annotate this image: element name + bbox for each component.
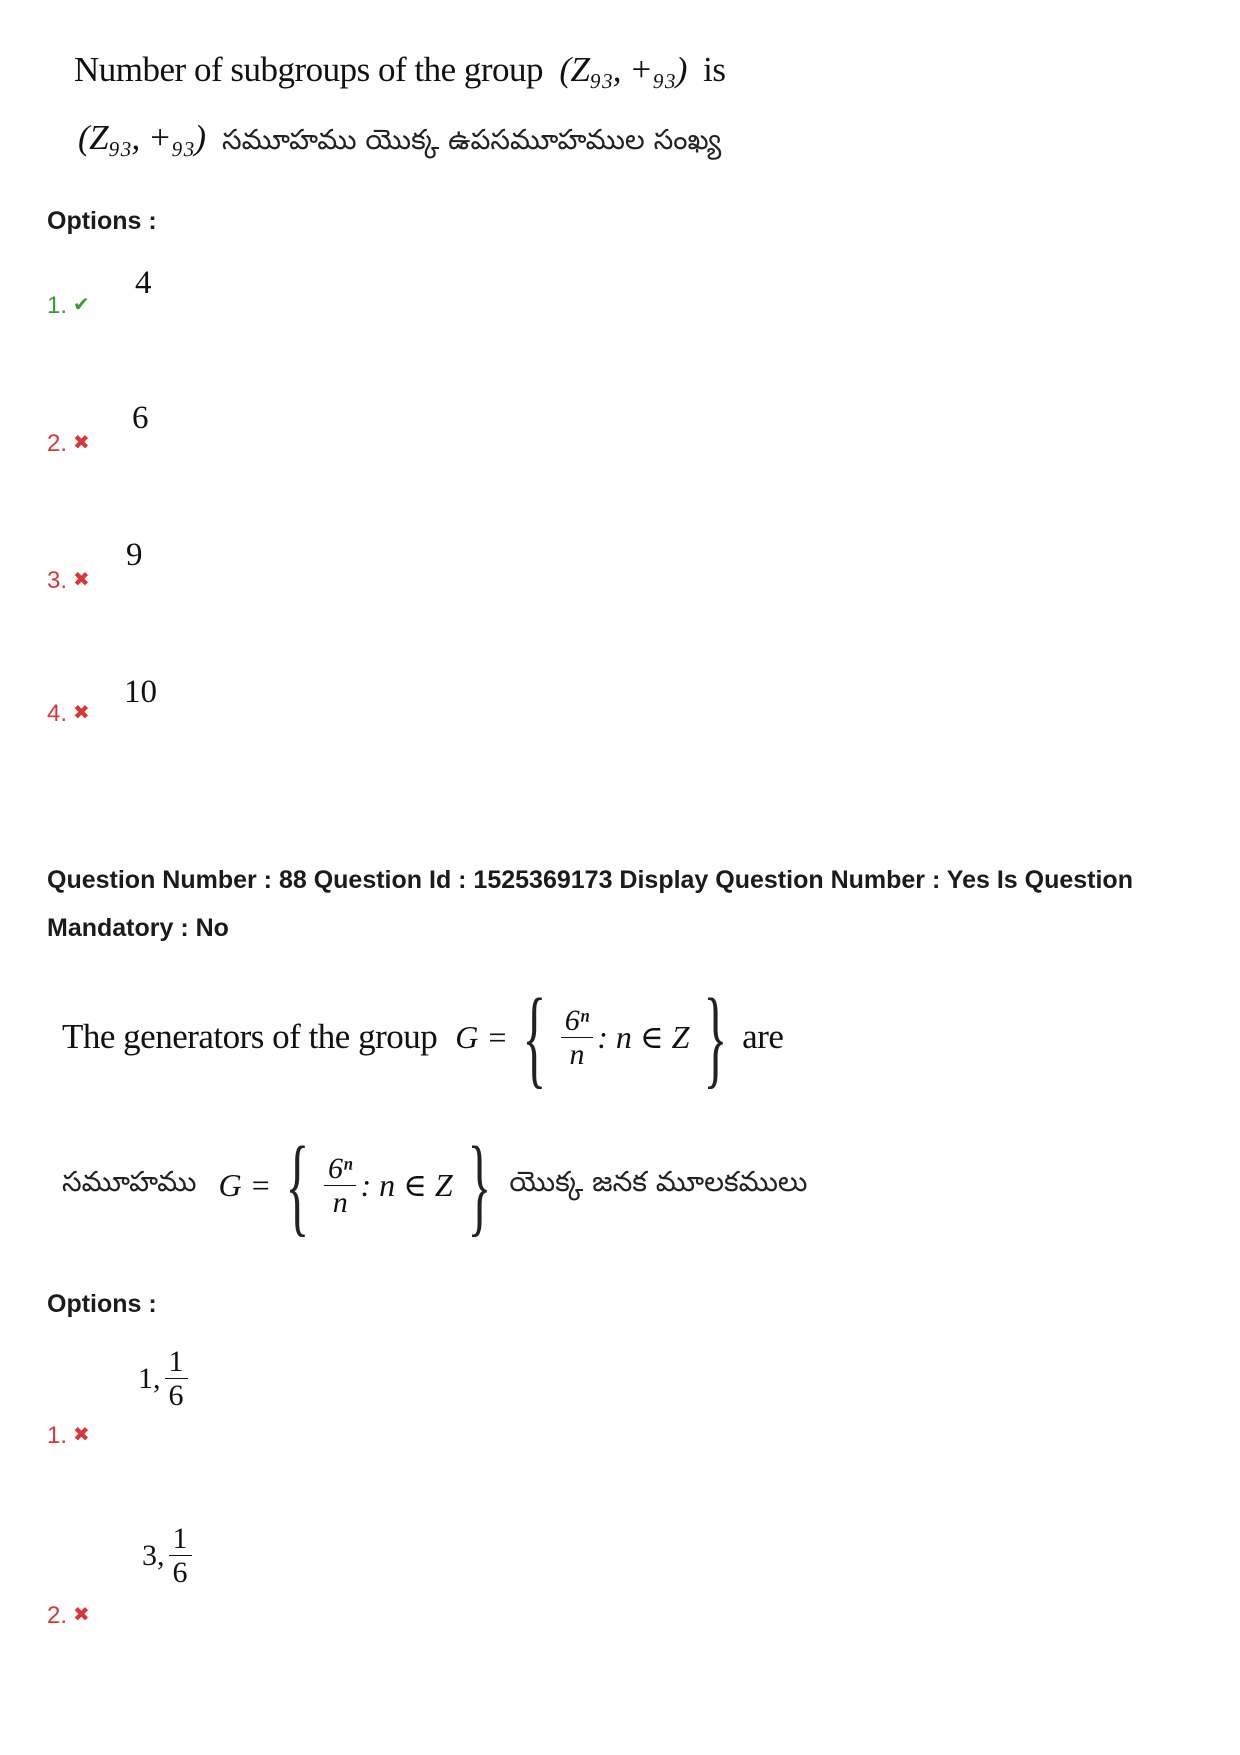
option-fraction [165,1345,188,1412]
q87-option-1[interactable] [47,292,90,320]
option-number: 1. [47,1422,68,1449]
q87-stem-english [74,50,726,90]
fraction-numerator: 1 [165,1345,188,1379]
option-fraction [169,1522,192,1589]
q87-stem-suffix: is [703,50,726,89]
q88-math-fraction [561,1004,593,1071]
q87-option-2-value: 6 [132,400,149,436]
q88-math-condition: : n ∈ Z [597,1019,690,1055]
q88-te-math-condition: : n ∈ Z [360,1167,453,1203]
q87-stem-telugu [78,118,721,163]
q88-meta-line1: Question Number : 88 Question Id : 1525369173 Display Question Number : Yes Is Question [47,866,1133,894]
right-brace: } [467,1124,491,1246]
q87-options-label: Options : [47,207,157,235]
fraction-numerator: 6ⁿ [324,1152,356,1186]
q87-option-3[interactable] [47,567,90,595]
fraction-numerator: 1 [169,1522,192,1556]
fraction-denominator: n [569,1037,585,1071]
q88-te-math-fraction [324,1152,356,1219]
option-lead: 3, [142,1538,165,1572]
q88-stem-english [62,976,784,1098]
q88-stem-suffix: are [742,1017,784,1056]
option-number: 3. [47,567,68,594]
q88-te-math-lhs: G = [218,1166,272,1203]
q87-stem-math: (Z₉₃, +₉₃) [559,50,687,89]
q88-meta-line2: Mandatory : No [47,914,229,942]
check-icon: ✔ [73,294,90,316]
fraction-denominator: 6 [172,1556,188,1589]
option-number: 1. [47,292,68,319]
cross-icon: ✖ [73,702,90,724]
option-number: 2. [47,1602,68,1629]
q88-option-2[interactable] [47,1602,90,1630]
q87-option-1-value: 4 [135,265,152,301]
right-brace: } [703,976,728,1098]
fraction-denominator: 6 [168,1379,184,1412]
option-lead: 1, [138,1361,161,1395]
q87-stem-te-math: (Z₉₃, +₉₃) [78,118,206,157]
cross-icon: ✖ [73,569,90,591]
fraction-numerator: 6ⁿ [561,1004,593,1038]
cross-icon: ✖ [73,1604,90,1626]
left-brace: { [522,976,547,1098]
q88-stem-te-suffix: యొక్క జనక మూలకములు [509,1165,808,1198]
q87-stem-te-text: సమూహము యొక్క ఉపసమూహముల సంఖ్య [222,123,722,156]
cross-icon: ✖ [73,1424,90,1446]
q88-stem-telugu [62,1125,807,1245]
q88-options-label: Options : [47,1290,157,1318]
option-number: 4. [47,700,68,727]
q87-stem-prefix: Number of subgroups of the group [74,50,544,89]
q88-stem-te-prefix: సమూహము [62,1165,197,1198]
q88-option-1-value [138,1345,188,1412]
q88-stem-prefix: The generators of the group [62,1017,438,1056]
q87-option-2[interactable] [47,430,90,458]
q88-math-lhs: G = [455,1018,508,1055]
q88-option-1[interactable] [47,1422,90,1450]
left-brace: { [285,1124,310,1246]
option-number: 2. [47,430,68,457]
q87-option-3-value: 9 [126,537,143,573]
cross-icon: ✖ [73,432,90,454]
q88-option-2-value [142,1522,192,1589]
fraction-denominator: n [332,1185,348,1219]
q87-option-4[interactable] [47,700,90,728]
q87-option-4-value: 10 [124,674,157,710]
